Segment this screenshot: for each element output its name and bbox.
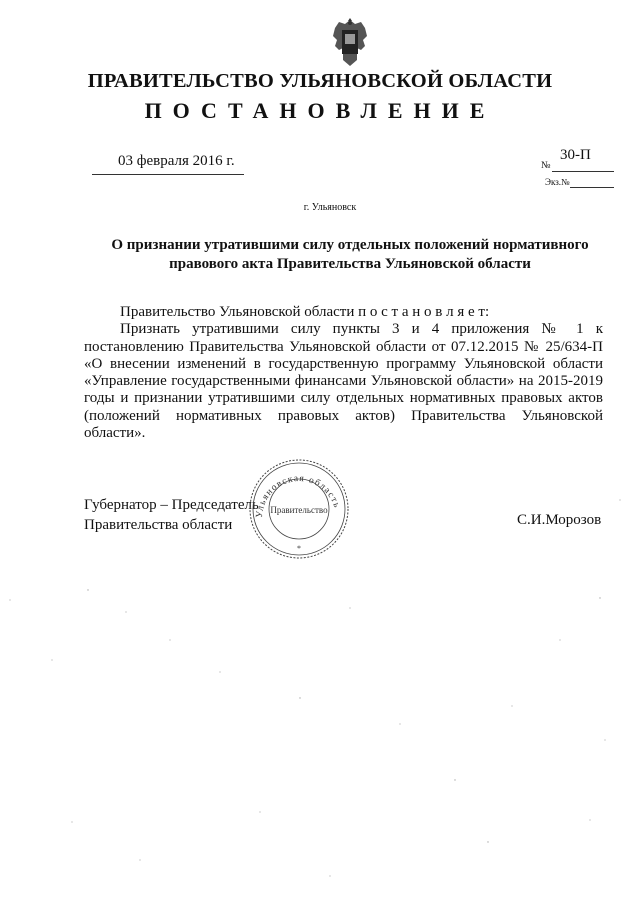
position-line-2: Правительства области [84, 517, 233, 533]
document-type: ПОСТАНОВЛЕНИЕ [144, 98, 496, 123]
title-line-1: О признании утратившими силу отдельных положений нормативного [111, 237, 589, 253]
city: г. Ульяновск [303, 202, 357, 213]
number-label: № [541, 160, 551, 171]
signatory-name: С.И.Морозов [517, 512, 602, 528]
document-date: 03 февраля 2016 г. [118, 153, 235, 169]
stamp-star-icon: * [297, 544, 301, 553]
stamp-center-text: Правительство [270, 505, 328, 515]
body-paragraph-1: Правительство Ульяновской области п о с т а н о в л я е т: [120, 304, 490, 320]
position-line-1: Губернатор – Председатель [84, 497, 259, 513]
organization-name: ПРАВИТЕЛЬСТВО УЛЬЯНОВСКОЙ ОБЛАСТИ [87, 70, 553, 92]
body-paragraph-2: Признать утратившими силу пункты 3 и 4 приложения № 1 к постановлению Правительства Ульяновской области от 07.12.2015 № 25/634-П «О внесении изменений в государственную программу Ульяновской области «Управление государственными финансами Ульяновской области» на 2015-2019 годы и признании утратившими силу отдельных нормативных правовых актов (положений нормативных правовых актов) Правительства Ульяновской области». [84, 321, 603, 442]
document-number: 30-П [560, 147, 591, 163]
title-line-2: правового акта Правительства Ульяновской области [169, 256, 531, 272]
copy-number-label: Экз.№ [545, 177, 570, 187]
stamp-ring-text: Ульяновская область [254, 473, 342, 519]
